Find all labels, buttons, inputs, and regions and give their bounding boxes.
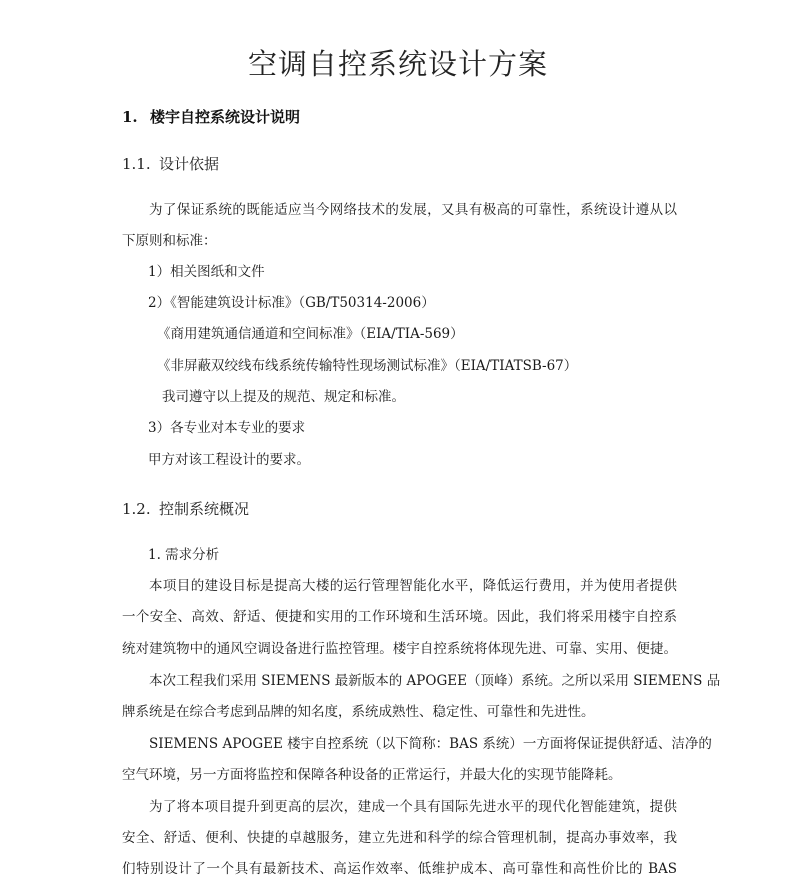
paragraph-line: 本项目的建设目标是提高大楼的运行管理智能化水平，降低运行费用，并为使用者提供 <box>149 578 677 594</box>
section-1-title: 楼宇自控系统设计说明 <box>150 108 301 126</box>
paragraph-line: 统对建筑物中的通风空调设备进行监控管理。楼宇自控系统将体现先进、可靠、实用、便捷。 <box>122 641 677 657</box>
paragraph-line: 牌系统是在综合考虑到品牌的知名度，系统成熟性、稳定性、可靠性和先进性。 <box>122 704 595 720</box>
section-1-1-number: 1.1. <box>122 155 151 173</box>
list-item: 《非屏蔽双绞线布线系统传输特性现场测试标准》（EIA/TIATSB-67） <box>157 358 578 374</box>
paragraph-line: 安全、舒适、便利、快捷的卓越服务，建立先进和科学的综合管理机制，提高办事效率，我 <box>122 830 677 846</box>
list-item: 3）各专业对本专业的要求 <box>148 420 306 436</box>
paragraph-line: 为了保证系统的既能适应当今网络技术的发展，又具有极高的可靠性，系统设计遵从以 <box>149 202 677 218</box>
paragraph-line: 甲方对该工程设计的要求。 <box>148 452 310 468</box>
section-1-2-heading <box>122 498 249 519</box>
section-1-1-title: 设计依据 <box>159 155 220 173</box>
paragraph-line: 们特别设计了一个具有最新技术、高运作效率、低维护成本、高可靠性和高性价比的 BAS <box>122 861 677 877</box>
document-title: 空调自控系统设计方案 <box>247 47 548 81</box>
section-1-1-heading <box>122 153 219 174</box>
paragraph-line: 我司遵守以上提及的规范、规定和标准。 <box>162 389 405 405</box>
section-1-number: 1. <box>122 108 138 126</box>
section-1-2-title: 控制系统概况 <box>159 500 250 518</box>
subsection-heading: 1. 需求分析 <box>148 547 220 563</box>
paragraph-line: 本次工程我们采用 SIEMENS 最新版本的 APOGEE（顶峰）系统。之所以采用 SIEMENS 品 <box>149 673 721 689</box>
paragraph-line: 下原则和标准： <box>122 233 217 249</box>
paragraph-line: SIEMENS APOGEE 楼宇自控系统（以下简称：BAS 系统）一方面将保证提供舒适、洁净的 <box>149 736 712 752</box>
list-item: 2）《智能建筑设计标准》（GB/T50314-2006） <box>148 295 435 311</box>
list-item: 《商用建筑通信通道和空间标准》（EIA/TIA-569） <box>157 326 464 342</box>
paragraph-line: 一个安全、高效、舒适、便捷和实用的工作环境和生活环境。因此，我们将采用楼宇自控系 <box>122 609 677 625</box>
list-item: 1）相关图纸和文件 <box>148 264 265 280</box>
section-1-heading <box>122 106 300 127</box>
paragraph-line: 空气环境，另一方面将监控和保障各种设备的正常运行，并最大化的实现节能降耗。 <box>122 767 622 783</box>
paragraph-line: 为了将本项目提升到更高的层次，建成一个具有国际先进水平的现代化智能建筑，提供 <box>149 799 677 815</box>
section-1-2-number: 1.2. <box>122 500 151 518</box>
